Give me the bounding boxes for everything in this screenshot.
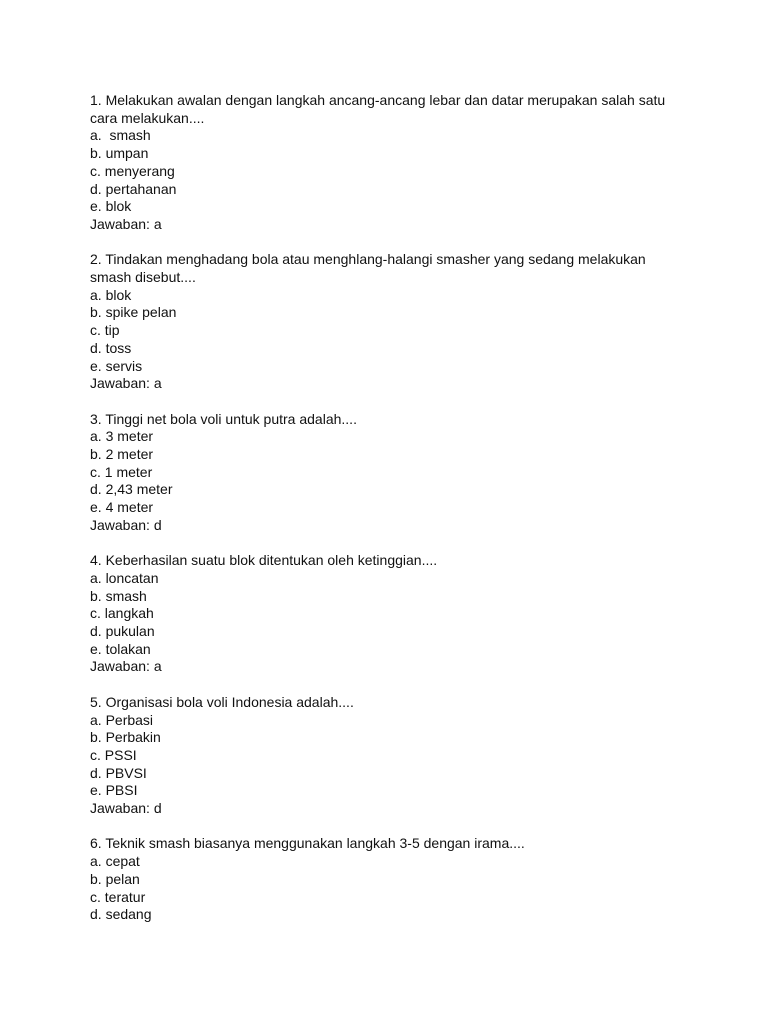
question-stem: 6. Teknik smash biasanya menggunakan langkah 3-5 dengan irama....: [90, 835, 525, 852]
answer: Jawaban: a: [90, 215, 162, 232]
option: c. PSSI: [90, 746, 137, 763]
option: a. smash: [90, 127, 151, 144]
question-1: [90, 92, 680, 234]
answer: Jawaban: d: [90, 800, 162, 817]
option: c. langkah: [90, 605, 154, 622]
question-stem: 1. Melakukan awalan dengan langkah ancang-ancang lebar dan datar merupakan salah satu cara melakukan....: [90, 92, 670, 126]
option: c. 1 meter: [90, 463, 153, 480]
option: d. 2,43 meter: [90, 481, 173, 498]
option: c. menyerang: [90, 162, 175, 179]
question-6: [90, 835, 680, 924]
question-stem: 5. Organisasi bola voli Indonesia adalah....: [90, 693, 354, 710]
answer: Jawaban: d: [90, 516, 162, 533]
question-4: [90, 552, 680, 676]
option: a. cepat: [90, 853, 140, 870]
option: b. umpan: [90, 145, 149, 162]
option: a. Perbasi: [90, 711, 154, 728]
question-2: [90, 251, 680, 393]
option: d. pukulan: [90, 623, 155, 640]
question-stem: 3. Tinggi net bola voli untuk putra adalah....: [90, 410, 357, 427]
option: e. 4 meter: [90, 499, 154, 516]
option: d. sedang: [90, 906, 152, 923]
option: e. tolakan: [90, 640, 151, 657]
option: d. pertahanan: [90, 180, 177, 197]
option: a. loncatan: [90, 569, 159, 586]
option: e. servis: [90, 357, 143, 374]
question-5: [90, 694, 680, 818]
option: c. tip: [90, 322, 120, 339]
option: a. 3 meter: [90, 428, 154, 445]
option: b. smash: [90, 587, 147, 604]
answer: Jawaban: a: [90, 658, 162, 675]
option: b. 2 meter: [90, 446, 154, 463]
option: c. teratur: [90, 888, 146, 905]
option: d. toss: [90, 339, 132, 356]
option: d. PBVSI: [90, 764, 147, 781]
option: b. Perbakin: [90, 729, 161, 746]
question-stem: 2. Tindakan menghadang bola atau menghlang-halangi smasher yang sedang melakukan smash disebut....: [90, 251, 650, 286]
question-stem: 4. Keberhasilan suatu blok ditentukan oleh ketinggian....: [90, 552, 438, 569]
option: b. spike pelan: [90, 304, 177, 321]
question-3: [90, 411, 680, 535]
option: b. pelan: [90, 870, 140, 887]
option: e. PBSI: [90, 782, 138, 799]
option: e. blok: [90, 198, 132, 215]
quiz-content: [90, 92, 680, 942]
option: a. blok: [90, 286, 132, 303]
answer: Jawaban: a: [90, 375, 162, 392]
